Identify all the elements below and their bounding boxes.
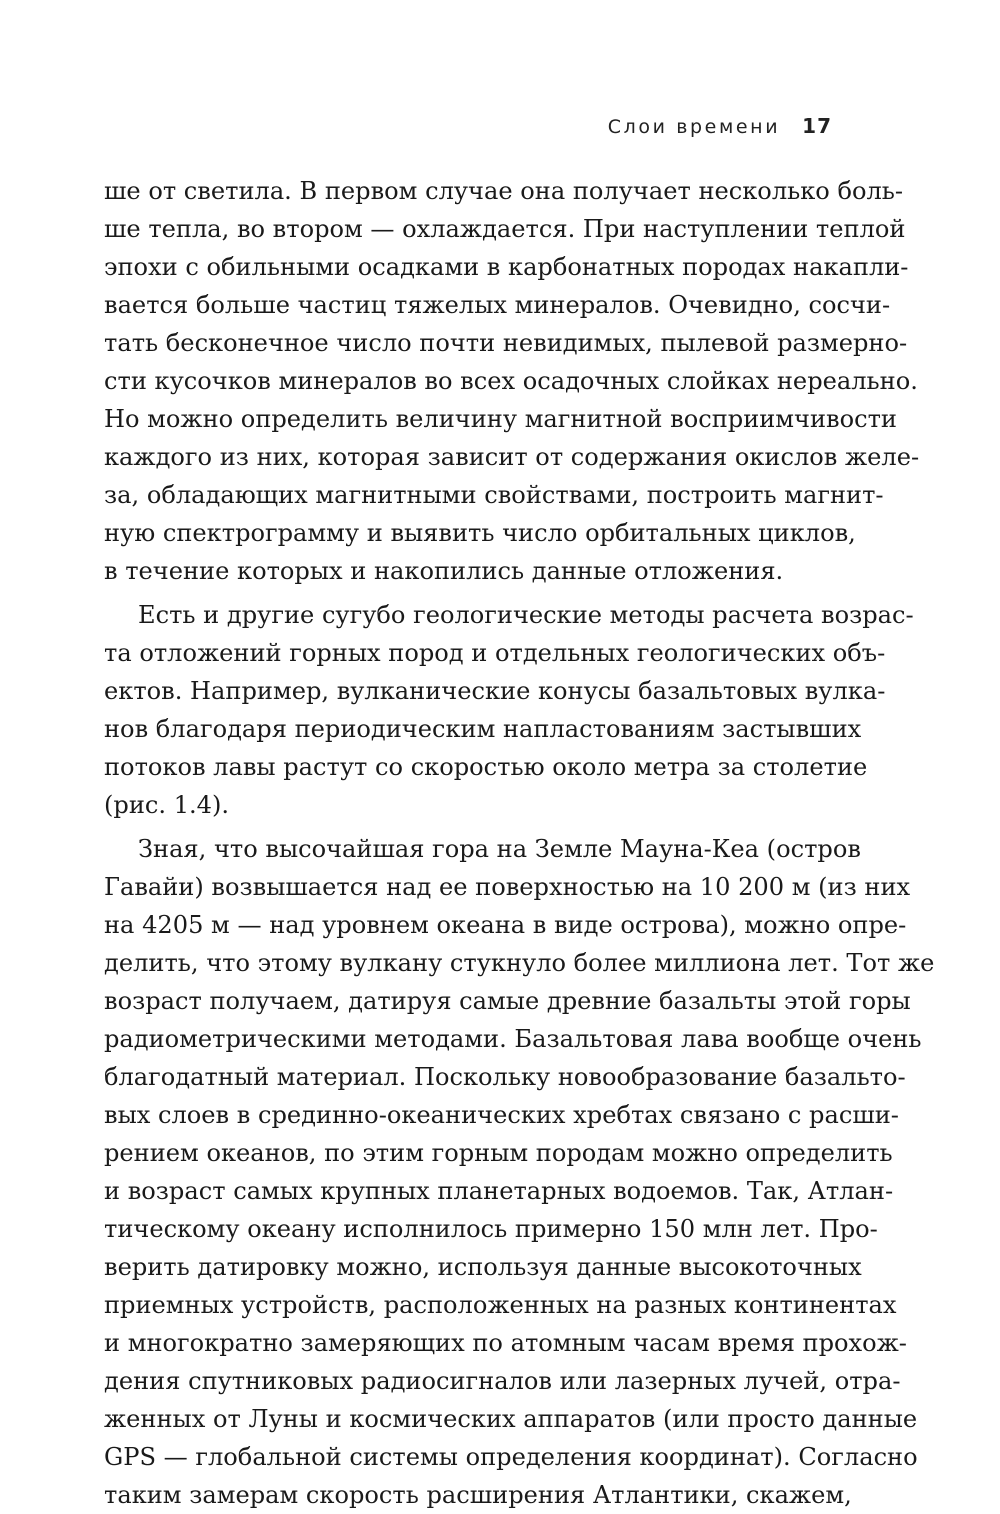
text-line: таким замерам скорость расширения Атлантики, скажем, <box>104 1481 852 1509</box>
text-line: за, обладающих магнитными свойствами, построить магнит- <box>104 481 884 509</box>
paragraph <box>104 830 935 1514</box>
text-line: каждого из них, которая зависит от содержания окислов желе- <box>104 443 920 471</box>
body-text <box>104 172 935 1514</box>
text-line: и многократно замеряющих по атомным часам время прохож- <box>104 1329 907 1357</box>
text-line: вается больше частиц тяжелых минералов. Очевидно, сосчи- <box>104 291 891 319</box>
text-line: верить датировку можно, используя данные высокоточных <box>104 1253 862 1281</box>
text-line: GPS — глобальной системы определения координат). Согласно <box>104 1443 918 1471</box>
text-line: приемных устройств, расположенных на разных континентах <box>104 1291 897 1319</box>
text-line: делить, что этому вулкану стукнуло более миллиона лет. Тот же <box>104 949 935 977</box>
text-line: ектов. Например, вулканические конусы базальтовых вулка- <box>104 677 886 705</box>
text-line: Гавайи) возвышается над ее поверхностью на 10 200 м (из них <box>104 873 911 901</box>
text-line: ную спектрограмму и выявить число орбитальных циклов, <box>104 519 856 547</box>
paragraph <box>104 172 920 590</box>
text-line: в течение которых и накопились данные отложения. <box>104 557 784 585</box>
text-line: радиометрическими методами. Базальтовая лава вообще очень <box>104 1025 922 1053</box>
running-header <box>608 114 832 138</box>
text-line: эпохи с обильными осадками в карбонатных породах накапли- <box>104 253 909 281</box>
text-line: ше тепла, во втором — охлаждается. При наступлении теплой <box>104 215 906 243</box>
text-line: на 4205 м — над уровнем океана в виде острова), можно опре- <box>104 911 907 939</box>
text-line: потоков лавы растут со скоростью около метра за столетие <box>104 753 868 781</box>
text-line: Но можно определить величину магнитной восприимчивости <box>104 405 897 433</box>
text-line: вых слоев в срединно-океанических хребтах связано с расши- <box>104 1101 899 1129</box>
text-line: (рис. 1.4). <box>104 791 230 819</box>
text-line: та отложений горных пород и отдельных геологических объ- <box>104 639 886 667</box>
text-line: тать бесконечное число почти невидимых, пылевой размерно- <box>104 329 908 357</box>
text-line: рением океанов, по этим горным породам можно определить <box>104 1139 893 1167</box>
paragraph <box>104 596 914 824</box>
text-line: Зная, что высочайшая гора на Земле Мауна-Кеа (остров <box>138 835 861 863</box>
text-line: возраст получаем, датируя самые древние базальты этой горы <box>104 987 911 1015</box>
text-line: тическому океану исполнилось примерно 150 млн лет. Про- <box>104 1215 878 1243</box>
text-line: и возраст самых крупных планетарных водоемов. Так, Атлан- <box>104 1177 894 1205</box>
text-line: дения спутниковых радиосигналов или лазерных лучей, отра- <box>104 1367 901 1395</box>
running-title: Слои времени <box>607 116 781 138</box>
text-line: нов благодаря периодическим напластованиям застывших <box>104 715 862 743</box>
text-line: Есть и другие сугубо геологические методы расчета возрас- <box>138 601 914 629</box>
text-line: сти кусочков минералов во всех осадочных слойках нереально. <box>104 367 918 395</box>
page-number: 17 <box>802 114 832 138</box>
text-line: женных от Луны и космических аппаратов (или просто данные <box>104 1405 918 1433</box>
text-line: ше от светила. В первом случае она получает несколько боль- <box>104 177 904 205</box>
text-line: благодатный материал. Поскольку новообразование базальто- <box>104 1063 906 1091</box>
